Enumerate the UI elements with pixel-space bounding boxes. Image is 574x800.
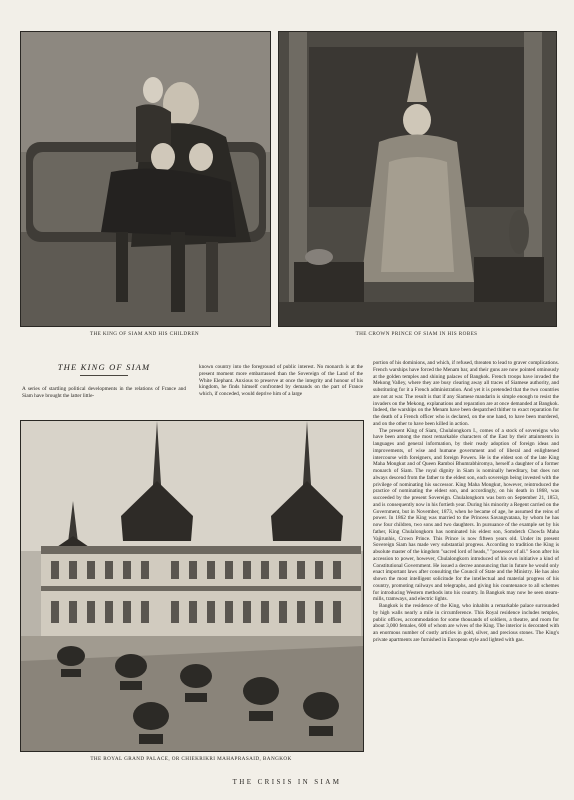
heading-rule [80, 375, 128, 376]
article-column-3 [373, 360, 559, 768]
article-paragraph-3: Bangkok is the residence of the King, who inhabits a remarkable palace surrounded by high walls nearly a mile in circumference. This Royal residence includes temples, public offices, accommodation for some thousands of soldiers, a theatre, and room for about 3,000 females, 600 of whom are wives of the King. The interior is decorated with an enormous number of costly articles in gold, silver, and precious stones. The King's private apartments are furnished in European style and lighted with gas. [373, 603, 559, 643]
palace-photo-caption: THE ROYAL GRAND PALACE, OR CHIEKRIKRI MAHAPRASAID, BANGKOK [90, 756, 292, 762]
article-column-1 [22, 386, 186, 408]
article-heading: THE KING OF SIAM [57, 362, 151, 372]
article-paragraph-2: The present King of Siam, Chulalongkorn I., comes of a stock of sovereigns who have been among the most remarkable characters of the East by their attainments in languages and general information, by their ready adoption of foreign ideas and improvements, of wise and humane government and of liberal and enlightened intercourse with foreigners, and foreign Powers. He is the eldest son of the late King Maha Mongkut and of Queen Ramboi Bhumrabhiromya, herself a daughter of a former monarch of Siam. The royal dignity in Siam is nominally hereditary, but does not always descend from the father to the eldest son, each sovereign being invested with the privilege of nominating his successor. King Maha Mongkut, however, reintroduced the practice of nominating the eldest son, and accordingly, on his death in 1868, was succeeded by the present Sovereign. Chulalongkorn was born on September 21, 1853, and is consequently now in his fortieth year. During his minority a Regent carried on the Government, but in November, 1873, when he became of age, he assumed the reins of power. In 1862 the King was married to the Princess Savangvatana, by whom he has now four children, two sons and two daughters. In pursuance of the example set by his father, King Chulalongkorn has nominated his eldest son, Somdetch Chowfa Maha Vajirunhis, Crown Prince. This Prince is now fifteen years old. Under its present Sovereign Siam has made very substantial progress. According to tradition the King is absolute master of the kingdom "sacred lord of heads," "possessor of all." Soon after his accession to power, however, Chulalongkorn introduced of his own initiative a kind of Constitutional Government. He issued a decree announcing that in future he would only enact important laws after consulting the Council of State and the Ministry. He has also shown the most intelligent solicitude for the intellectual and material progress of his country, promoting railways and telegraphs, and giving his countenance to all schemes for introducing Western methods into his country. In Bangkok may now be seen steam-mills, tramways, and electric lights. [373, 427, 559, 603]
king-photo-caption: THE KING OF SIAM AND HIS CHILDREN [89, 331, 200, 337]
article-paragraph-1: portion of his dominions, and which, if refused, threaten to lead to graver complications. French warships have forced the Menam bar, and their guns are now pointed ominously at the golden temples and shining palaces of Bangkok. French troops have invaded the Mekong Valley, where they are busy clearing away all traces of Siamese authority, and substituting for it a French administration. And yet it is pretended that the two countries are not at war. The result is that if any Siamese mandarin is simple enough to resist the invaders on the Mekong, explanations and reparation are at once demanded at Bangkok. Indeed, the warships on the Menam have been despatched thither to exact reparation for the death of a French officer who is declared, on the one hand, to have been murdered, and on the other to have been killed in action. [373, 360, 559, 427]
prince-photo-caption: THE CROWN PRINCE OF SIAM IN HIS ROBES [355, 331, 478, 337]
page-footer-title: THE CRISIS IN SIAM [232, 778, 342, 786]
crown-prince-photo [278, 31, 557, 327]
king-photo-illustration [21, 32, 270, 326]
article-intro-paragraph: A series of startling political developments in the relations of France and Siam have brought the latter little- [22, 386, 186, 399]
prince-photo-illustration [279, 32, 556, 326]
palace-photo-illustration [21, 421, 363, 751]
article-column-2 [199, 364, 363, 412]
grand-palace-photo [20, 420, 364, 752]
king-and-children-photo [20, 31, 271, 327]
article-column-2-paragraph: known country into the foreground of public interest. No monarch is at the present moment more embarrassed than the Sovereign of the Land of the White Elephant. Anxious to preserve at once the integrity and honour of his kingdom, he finds himself confronted by demands on the part of France which, if conceded, would deprive him of a large [199, 364, 363, 397]
